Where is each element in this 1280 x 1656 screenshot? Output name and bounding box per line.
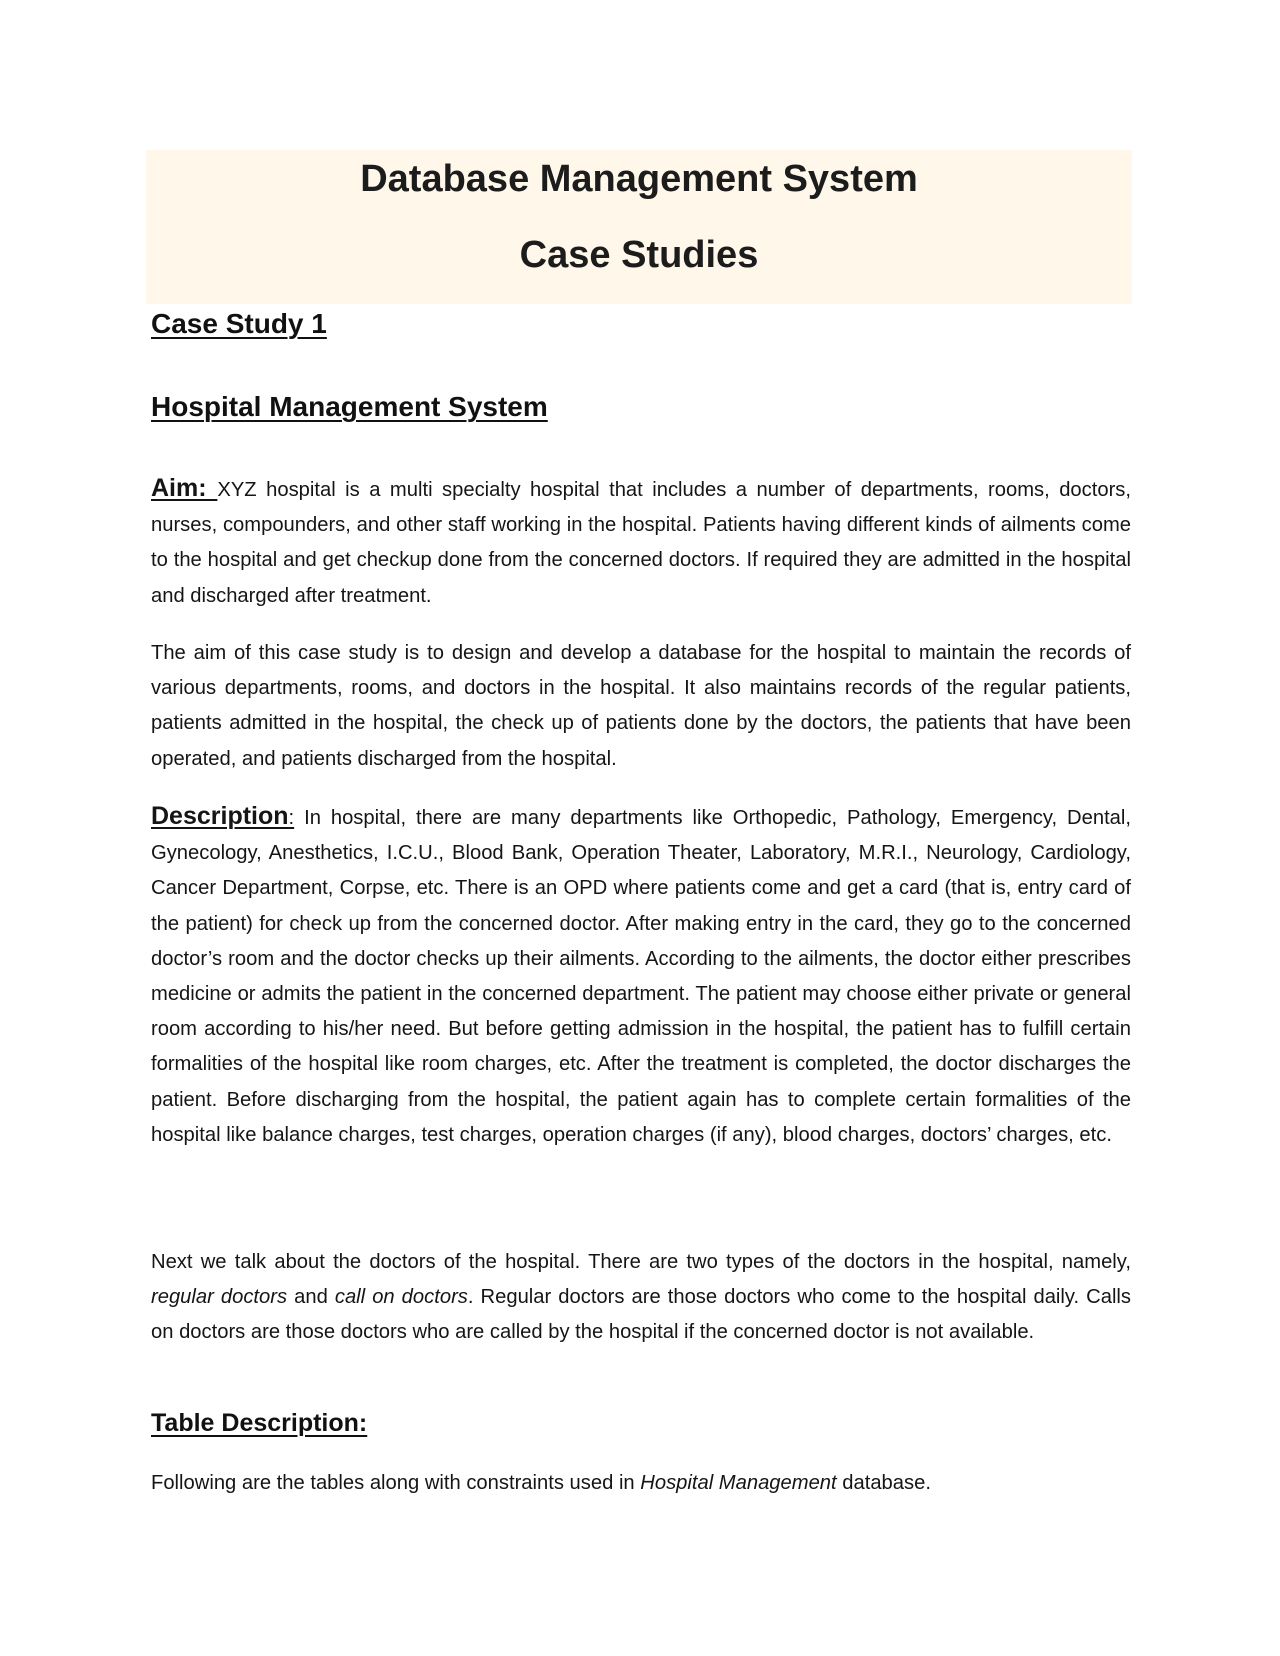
aim-paragraph-2: The aim of this case study is to design and develop a database for the hospital to maintain the records of various departments, rooms, and doctors in the hospital. It also maintains records of the regular patients, patients admitted in the hospital, the check up of patients done by the doctors, the patients that have been operated, and patients discharged from the hospital.: [151, 642, 1131, 770]
doctors-text-2: and: [287, 1286, 335, 1309]
following-text-2: database.: [836, 1472, 931, 1494]
call-on-doctors-term: call on doctors: [334, 1286, 468, 1309]
doctors-text-3: . Regular doctors are those doctors who come to the hospital daily. Calls on doctors are those doctors who are called by the hospital if the concerned doctor is not available.: [151, 1286, 1132, 1344]
regular-doctors-term: regular doctors: [151, 1286, 288, 1309]
table-description-heading: Table Description:: [151, 1409, 368, 1437]
description-colon: :: [288, 807, 295, 829]
case-study-heading: Case Study 1: [151, 308, 327, 339]
doctors-paragraph: [151, 1245, 1131, 1351]
document-subtitle: Case Studies: [519, 234, 759, 276]
aim-paragraph: [151, 471, 1131, 614]
system-heading: Hospital Management System: [151, 391, 548, 422]
description-paragraph: [151, 799, 1131, 1153]
doctors-text-1: Next we talk about the doctors of the hospital. There are two types of the doctors in the hospital, namely,: [151, 1251, 1131, 1273]
description-label: Description: [151, 802, 289, 830]
title-banner: [146, 150, 1132, 304]
description-text: In hospital, there are many departments like Orthopedic, Pathology, Emergency, Dental, Gynecology, Anesthetics, I.C.U., Blood Bank, Operation Theater, Laboratory, M.R.I., Neurology, Cardiology, Cancer Department, Corpse, etc. There is an OPD where patients come and get a card (that is, entry card of the patient) for check up from the concerned doctor. After making entry in the card, they go to the concerned doctor’s room and the doctor checks up their ailments. According to the ailments, the doctor either prescribes medicine or admits the patient in the concerned department. The patient may choose either private or general room according to his/her need. But before getting admission in the hospital, the patient has to fulfill certain formalities of the hospital like room charges, etc. After the treatment is completed, the doctor discharges the patient. Before discharging from the hospital, the patient again has to complete certain formalities of the hospital like balance charges, test charges, operation charges (if any), blood charges, doctors’ charges, etc.: [151, 807, 1131, 1146]
document-title: Database Management System: [360, 158, 918, 200]
following-text-1: Following are the tables along with constraints used in: [151, 1472, 641, 1494]
aim-text: XYZ hospital is a multi specialty hospital that includes a number of departments, rooms, doctors, nurses, compounders, and other staff working in the hospital. Patients having different kinds of ailments come to the hospital and get checkup done from the concerned doctors. If required they are admitted in the hospital and discharged after treatment.: [151, 479, 1132, 607]
aim-label: Aim:: [151, 474, 218, 502]
following-paragraph: [151, 1466, 1131, 1501]
hospital-management-term: Hospital Management: [640, 1472, 837, 1494]
